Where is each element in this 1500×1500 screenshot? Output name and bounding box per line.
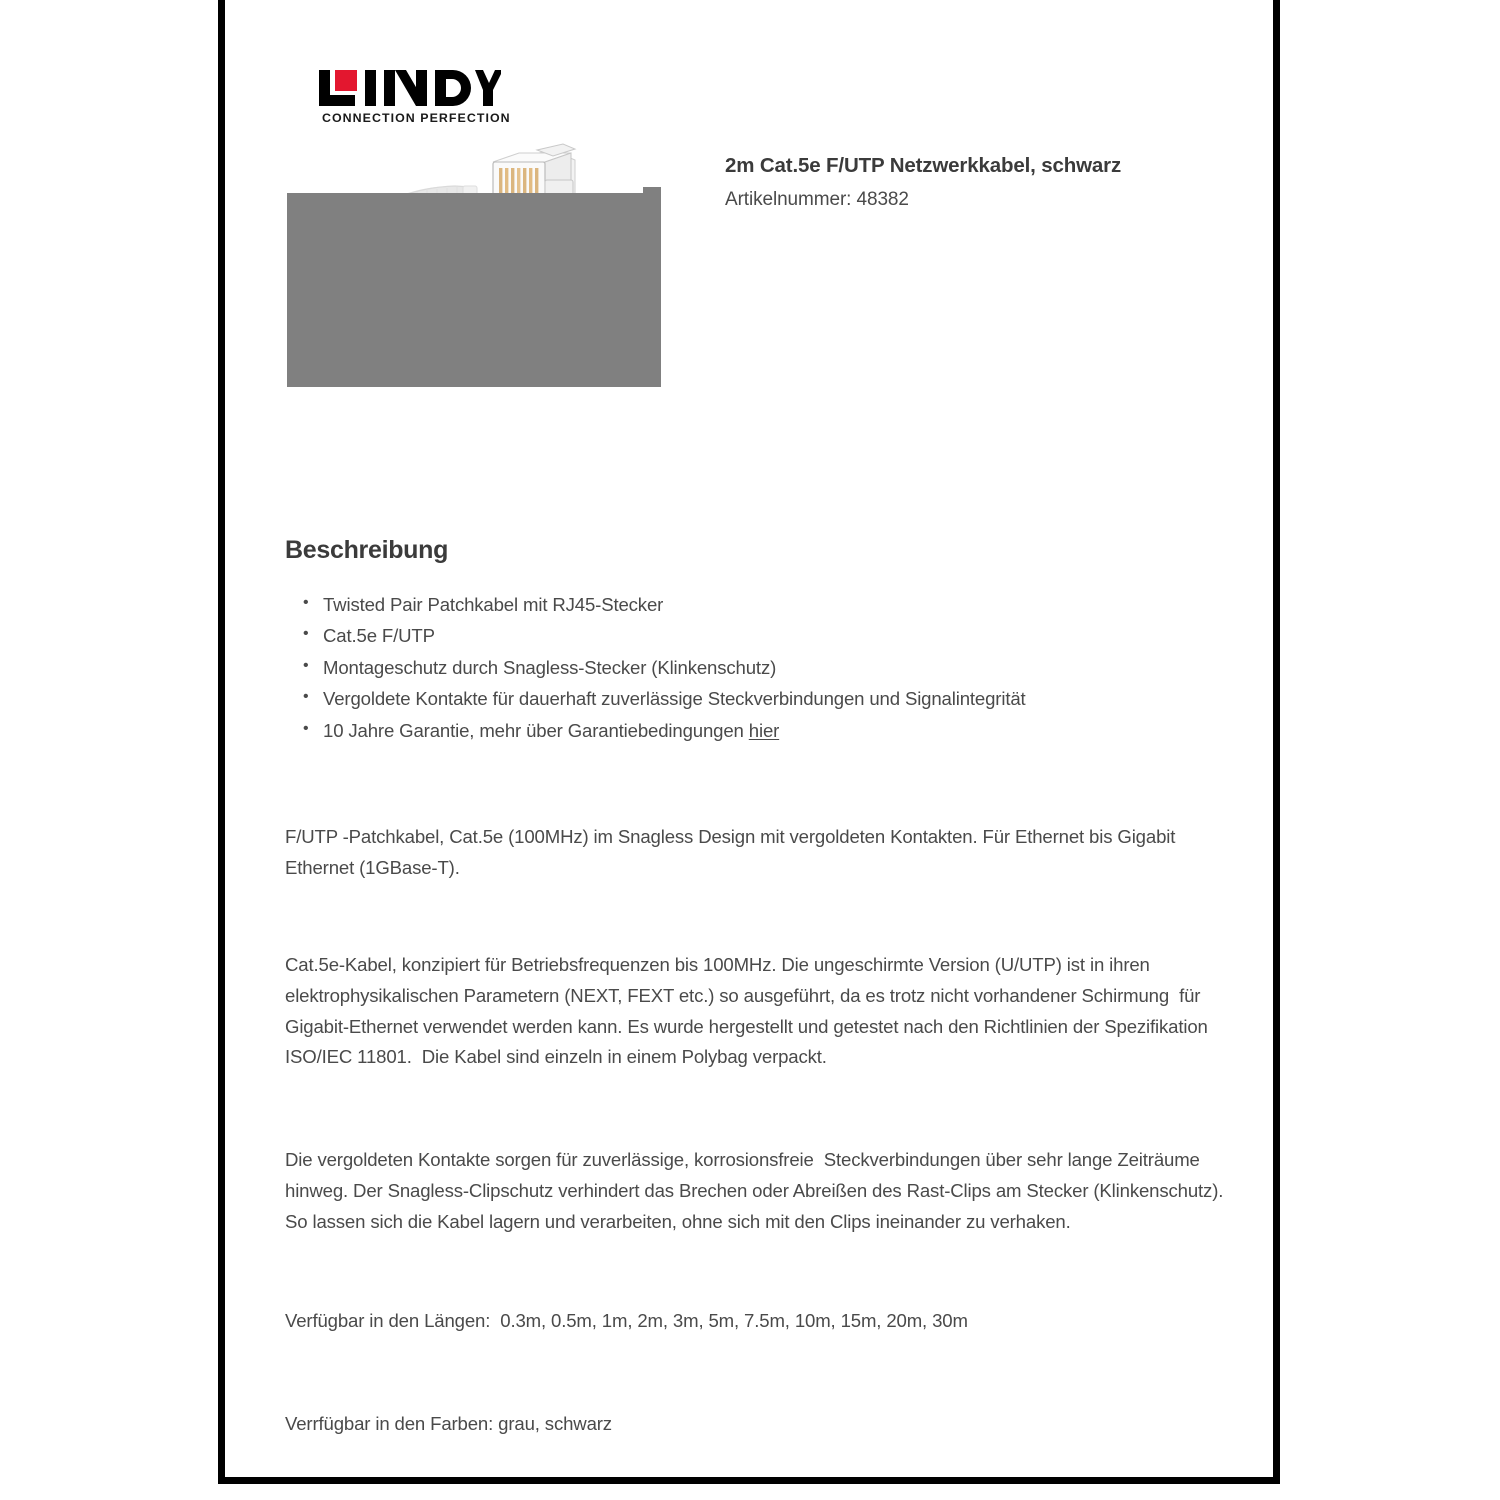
- feature-text: Montageschutz durch Snagless-Stecker (Klinkenschutz): [323, 656, 777, 678]
- list-item: [323, 683, 1245, 714]
- feature-text: Vergoldete Kontakte für dauerhaft zuverlässige Steckverbindungen und Signalintegrität: [323, 688, 1026, 710]
- product-header: [725, 152, 1245, 214]
- spacer: [285, 746, 1245, 822]
- description-paragraph-2: Cat.5e-Kabel, konzipiert für Betriebsfrequenzen bis 100MHz. Die ungeschirmte Version (U/UTP) ist in ihren elektrophysikalischen Parametern (NEXT, FEXT etc.) so ausgeführt, da es trotz nicht vorhandener Schirmung für Gigabit-Ethernet verwendet werden kann. Es wurde hergestellt und getestet nach den Richtlinien der Spezifikation ISO/IEC 11801. Die Kabel sind einzeln in einem Polybag verpackt.: [285, 953, 1213, 1068]
- image-overlay-notch: [643, 187, 661, 195]
- feature-list: [285, 589, 1245, 746]
- feature-text: Twisted Pair Patchkabel mit RJ45-Stecker: [323, 594, 664, 615]
- warranty-terms-link[interactable]: hier: [748, 719, 780, 741]
- available-colors: Verrfügbar in den Farben: grau, schwarz: [285, 1412, 612, 1434]
- spacer: [285, 1337, 1245, 1409]
- lindy-logo: [311, 66, 571, 132]
- list-item: [323, 652, 1245, 683]
- logo-wordmark: [311, 66, 571, 110]
- logo-tagline: CONNECTION PERFECTION: [322, 111, 511, 125]
- document-page: [225, 0, 1273, 1477]
- list-item: [323, 715, 1245, 746]
- document-frame: [218, 0, 1280, 1484]
- spacer: [285, 1073, 1245, 1145]
- feature-text: 10 Jahre Garantie, mehr über Garantiebedingungen: [323, 719, 749, 741]
- description-paragraph-3: Die vergoldeten Kontakte sorgen für zuverlässige, korrosionsfreie Steckverbindungen über sehr lange Zeiträume hinweg. Der Snagless-Clipschutz verhindert das Brechen oder Abreißen des Rast-Clips am Stecker (Klinkenschutz). So lassen sich die Kabel lagern und verarbeiten, ohne sich mit den Clips ineinander zu verhaken.: [285, 1149, 1229, 1232]
- image-overlay-block: [287, 193, 661, 387]
- product-image: [287, 140, 661, 388]
- spacer: [285, 884, 1245, 950]
- spacer: [285, 1238, 1245, 1306]
- available-lengths: Verfügbar in den Längen: 0.3m, 0.5m, 1m, 2m, 3m, 5m, 7.5m, 10m, 15m, 20m, 30m: [285, 1309, 968, 1331]
- feature-text: Cat.5e F/UTP: [323, 625, 435, 647]
- list-item: [323, 620, 1245, 651]
- section-heading-beschreibung: Beschreibung: [285, 536, 449, 564]
- description-paragraph-1: F/UTP -Patchkabel, Cat.5e (100MHz) im Snagless Design mit vergoldeten Kontakten. Für Ethernet bis Gigabit Ethernet (1GBase-T).: [285, 826, 1181, 878]
- list-item: [323, 589, 1245, 620]
- article-number: Artikelnummer: 48382: [725, 189, 909, 211]
- page-title: 2m Cat.5e F/UTP Netzwerkkabel, schwarz: [725, 154, 1122, 177]
- logo-lindy-svg: [311, 66, 501, 112]
- description-section: [285, 536, 1245, 1440]
- product-image-stage: [287, 140, 661, 388]
